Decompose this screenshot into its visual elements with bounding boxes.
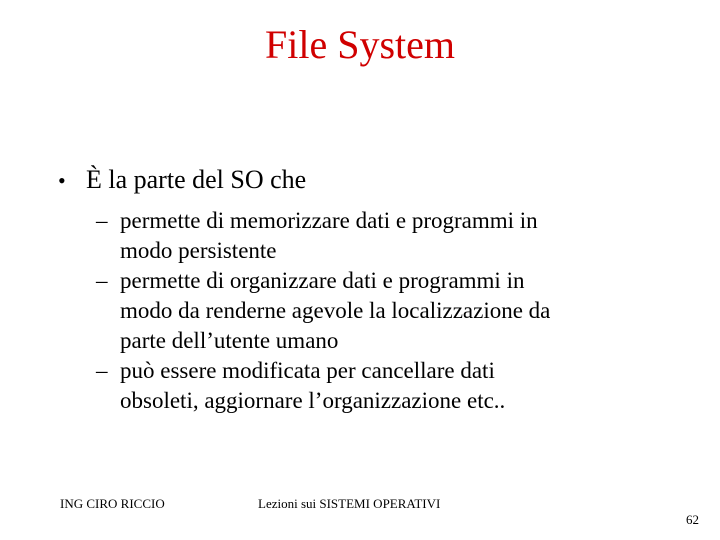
sub-bullet-line: permette di memorizzare dati e programmi in: [120, 208, 538, 233]
bullet-marker: •: [58, 168, 66, 193]
sub-bullet-line: permette di organizzare dati e programmi in: [120, 268, 525, 293]
main-bullet: [58, 162, 306, 199]
main-bullet-text: È la parte del SO che: [86, 165, 307, 194]
dash-marker: –: [96, 358, 108, 383]
footer-author: ING CIRO RICCIO: [60, 496, 165, 511]
sub-bullet-item: [96, 356, 696, 416]
sub-bullet-line: modo da renderne agevole la localizzazione da: [120, 298, 551, 323]
sub-bullet-item: [96, 266, 696, 356]
footer-course: Lezioni sui SISTEMI OPERATIVI: [258, 496, 441, 511]
sub-bullet-line: obsoleti, aggiornare l’organizzazione etc..: [120, 388, 506, 413]
sub-bullet-line: può essere modificata per cancellare dati: [120, 358, 495, 383]
dash-marker: –: [96, 268, 108, 293]
page-number: 62: [686, 512, 699, 527]
sub-bullet-item: [96, 206, 696, 266]
sub-bullet-line: modo persistente: [120, 238, 277, 263]
slide-title: File System: [264, 22, 456, 67]
dash-marker: –: [96, 208, 108, 233]
sub-bullet-list: [96, 206, 696, 416]
sub-bullet-line: parte dell’utente umano: [120, 328, 339, 353]
